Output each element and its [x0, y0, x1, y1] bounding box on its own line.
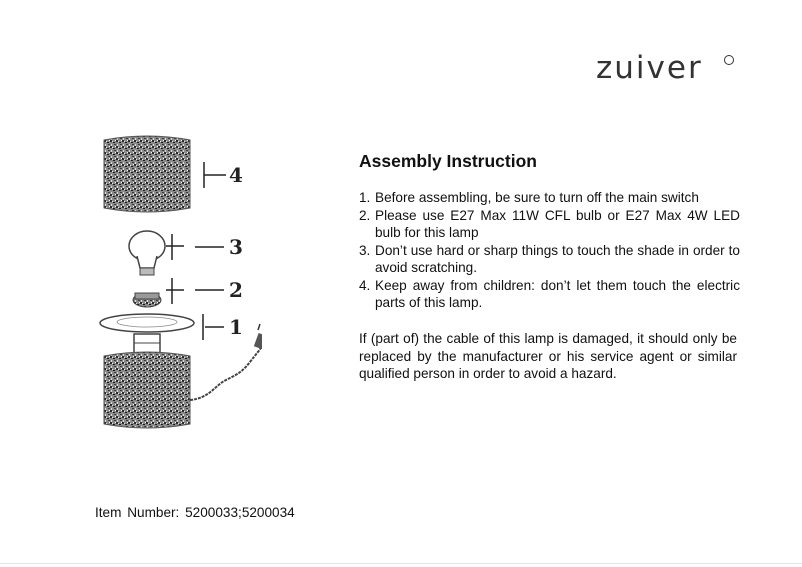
- instruction-step: [359, 189, 740, 207]
- brand-ring-icon: [724, 55, 734, 65]
- instruction-step: [359, 207, 740, 242]
- step-text: Don’t use hard or sharp things to touch the shade in order to avoid scratching.: [375, 242, 740, 275]
- footer-divider: [0, 563, 802, 564]
- step-number: 4.: [359, 277, 371, 293]
- step-text: Keep away from children: don’t let them touch the electric parts of this lamp.: [375, 277, 740, 310]
- step-number: 3.: [359, 242, 371, 258]
- callout-label-1: 1: [229, 315, 243, 339]
- instruction-step: [359, 277, 740, 312]
- callout-3: [166, 234, 243, 260]
- page-title: Assembly Instruction: [359, 151, 537, 171]
- power-cable-plug: [190, 324, 262, 400]
- step-text: Before assembling, be sure to turn off the main switch: [375, 190, 699, 205]
- lamp-exploded-diagram: [92, 128, 262, 438]
- callout-1: [203, 314, 243, 340]
- callout-label-2: 2: [229, 278, 243, 302]
- callout-label-4: 4: [229, 163, 243, 187]
- brand-wordmark: zuiver: [596, 50, 703, 86]
- lamp-base-part: [104, 352, 190, 428]
- callout-4: [204, 162, 243, 188]
- safety-note: If (part of) the cable of this lamp is damaged, it should only be replaced by the manufacturer or his service agent or similar qualified person in order to avoid a hazard.: [359, 331, 737, 381]
- callout-2: [166, 278, 243, 304]
- step-text: Please use E27 Max 11W CFL bulb or E27 Max 4W LED bulb for this lamp: [375, 207, 740, 240]
- instruction-list: [359, 189, 740, 312]
- ring-disc-part: [100, 314, 194, 332]
- instruction-step: [359, 242, 740, 277]
- step-number: 2.: [359, 207, 371, 223]
- item-number: Item Number: 5200033;5200034: [95, 505, 295, 520]
- bulb-part: [129, 231, 165, 275]
- step-number: 1.: [359, 190, 371, 205]
- socket-part: [133, 293, 161, 307]
- lamp-shade-part: [104, 136, 190, 212]
- callout-label-3: 3: [229, 235, 243, 259]
